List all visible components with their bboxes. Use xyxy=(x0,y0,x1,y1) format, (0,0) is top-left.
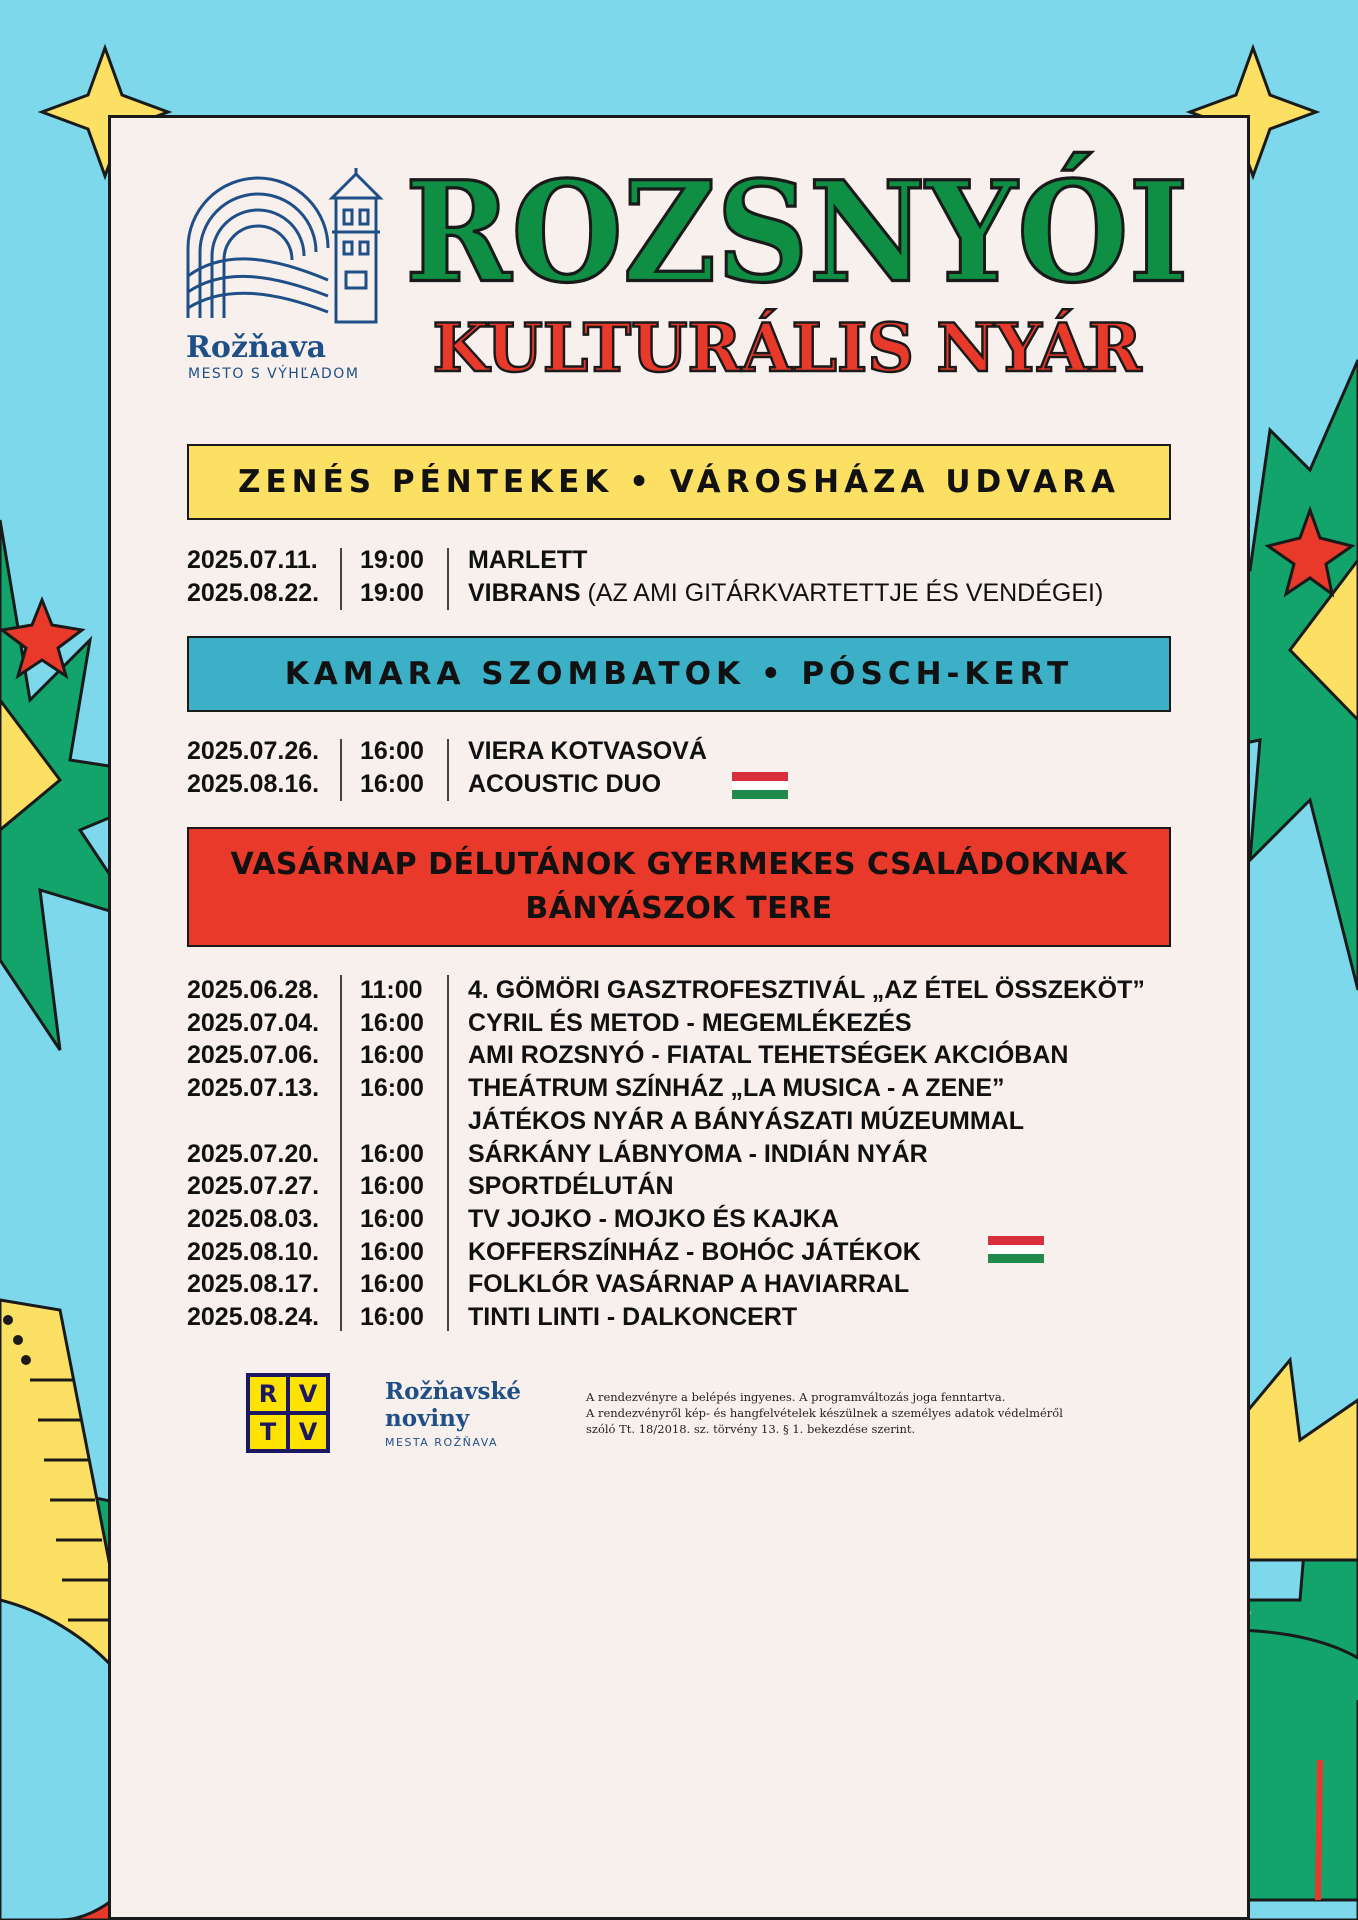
event-title: AMI ROZSNYÓ - FIATAL TEHETSÉGEK AKCIÓBAN xyxy=(468,1041,1069,1070)
event-time: 19:00 xyxy=(360,579,424,607)
event-title: TV JOJKO - MOJKO ÉS KAJKA xyxy=(468,1204,839,1233)
newspaper-name-line2: noviny xyxy=(385,1405,470,1432)
section-heading-sundays-line1: VASÁRNAP DÉLUTÁNOK GYERMEKES CSALÁDOKNAK xyxy=(230,847,1128,882)
event-title: ACOUSTIC DUO xyxy=(468,770,662,798)
hungarian-flag-icon xyxy=(732,772,788,799)
legal-notice xyxy=(586,1389,1146,1437)
town-logo-name: Rožňava xyxy=(186,330,327,365)
event-time: 16:00 xyxy=(360,737,424,765)
event-time: 16:00 xyxy=(360,1074,424,1103)
rvtv-letter: R xyxy=(250,1377,286,1411)
event-title: 4. GÖMÖRI GASZTROFESZTIVÁL „AZ ÉTEL ÖSSZEKÖT” xyxy=(468,976,1145,1004)
notice-line: A rendezvényre a belépés ingyenes. A programváltozás joga fenntartva. xyxy=(586,1390,1006,1404)
event-time: 16:00 xyxy=(360,1041,424,1070)
event-title: SPORTDÉLUTÁN xyxy=(468,1172,674,1201)
event-date: 2025.07.04. xyxy=(187,1008,320,1037)
column-divider xyxy=(340,548,342,610)
notice-line: A rendezvényről kép- és hangfelvételek készülnek a személyes adatok védelméről xyxy=(586,1406,1063,1420)
column-divider xyxy=(447,975,449,1331)
event-time: 16:00 xyxy=(360,1303,424,1331)
event-date: 2025.08.22. xyxy=(187,579,320,607)
rvtv-logo xyxy=(246,1373,330,1453)
event-title: CYRIL ÉS METOD - MEGEMLÉKEZÉS xyxy=(468,1008,912,1037)
event-title: VIBRANS xyxy=(468,579,581,607)
event-date: 2025.08.03. xyxy=(187,1204,320,1233)
event-date: 2025.07.20. xyxy=(187,1139,320,1168)
rvtv-letter: T xyxy=(250,1415,286,1449)
event-title: JÁTÉKOS NYÁR A BÁNYÁSZATI MÚZEUMMAL xyxy=(468,1106,1025,1135)
event-time: 16:00 xyxy=(360,1270,424,1299)
event-date: 2025.07.26. xyxy=(187,737,320,765)
newspaper-name-line1: Rožňavské xyxy=(385,1378,522,1405)
event-date: 2025.06.28. xyxy=(187,976,320,1004)
section-heading-fridays: ZENÉS PÉNTEKEK • VÁROSHÁZA UDVARA xyxy=(187,444,1171,520)
section-heading-sundays xyxy=(187,827,1171,947)
column-divider xyxy=(447,739,449,801)
event-title: SÁRKÁNY LÁBNYOMA - INDIÁN NYÁR xyxy=(468,1139,928,1168)
event-title: FOLKLÓR VASÁRNAP A HAVIARRAL xyxy=(468,1270,910,1299)
event-date: 2025.08.16. xyxy=(187,770,320,798)
event-date: 2025.08.24. xyxy=(187,1303,320,1331)
newspaper-subtitle: MESTA ROŽŇAVA xyxy=(385,1436,499,1449)
festival-title-line2: KULTURÁLIS NYÁR xyxy=(432,309,1142,387)
roznavske-noviny-logo xyxy=(385,1378,521,1432)
notice-line: szóló Tt. 18/2018. sz. törvény 13. § 1. bekezdése szerint. xyxy=(586,1422,916,1436)
event-date: 2025.07.13. xyxy=(187,1074,320,1103)
event-title: VIERA KOTVASOVÁ xyxy=(468,737,707,765)
event-date: 2025.08.10. xyxy=(187,1237,320,1266)
event-title: THEÁTRUM SZÍNHÁZ „LA MUSICA - A ZENE” xyxy=(468,1074,1005,1103)
event-time: 16:00 xyxy=(360,770,424,798)
event-time: 16:00 xyxy=(360,1008,424,1037)
section-heading-saturdays: KAMARA SZOMBATOK • PÓSCH-KERT xyxy=(187,636,1171,712)
event-time: 16:00 xyxy=(360,1172,424,1201)
event-time: 19:00 xyxy=(360,546,424,574)
rvtv-letter: V xyxy=(290,1415,326,1449)
event-title: TINTI LINTI - DALKONCERT xyxy=(468,1303,798,1331)
hungarian-flag-icon xyxy=(988,1236,1044,1263)
event-time: 11:00 xyxy=(360,976,423,1004)
column-divider xyxy=(340,975,342,1331)
event-date: 2025.07.11. xyxy=(187,546,318,574)
event-date: 2025.07.27. xyxy=(187,1172,320,1201)
rvtv-letter: V xyxy=(290,1377,326,1411)
event-title-group xyxy=(468,579,1103,608)
town-logo-slogan: MESTO S VÝHĽADOM xyxy=(188,366,360,382)
event-title: MARLETT xyxy=(468,546,588,574)
event-time: 16:00 xyxy=(360,1139,424,1168)
event-title: KOFFERSZÍNHÁZ - BOHÓC JÁTÉKOK xyxy=(468,1237,921,1266)
column-divider xyxy=(447,548,449,610)
section-heading-sundays-line2: BÁNYÁSZOK TERE xyxy=(525,891,833,926)
event-date: 2025.08.17. xyxy=(187,1270,320,1299)
event-date: 2025.07.06. xyxy=(187,1041,320,1070)
town-logo-icon xyxy=(186,168,390,324)
column-divider xyxy=(340,739,342,801)
event-subtitle: (AZ AMI GITÁRKVARTETTJE ÉS VENDÉGEI) xyxy=(587,579,1104,607)
event-time: 16:00 xyxy=(360,1204,424,1233)
event-time: 16:00 xyxy=(360,1237,424,1266)
festival-title-line1: ROZSNYÓI xyxy=(405,152,1189,314)
